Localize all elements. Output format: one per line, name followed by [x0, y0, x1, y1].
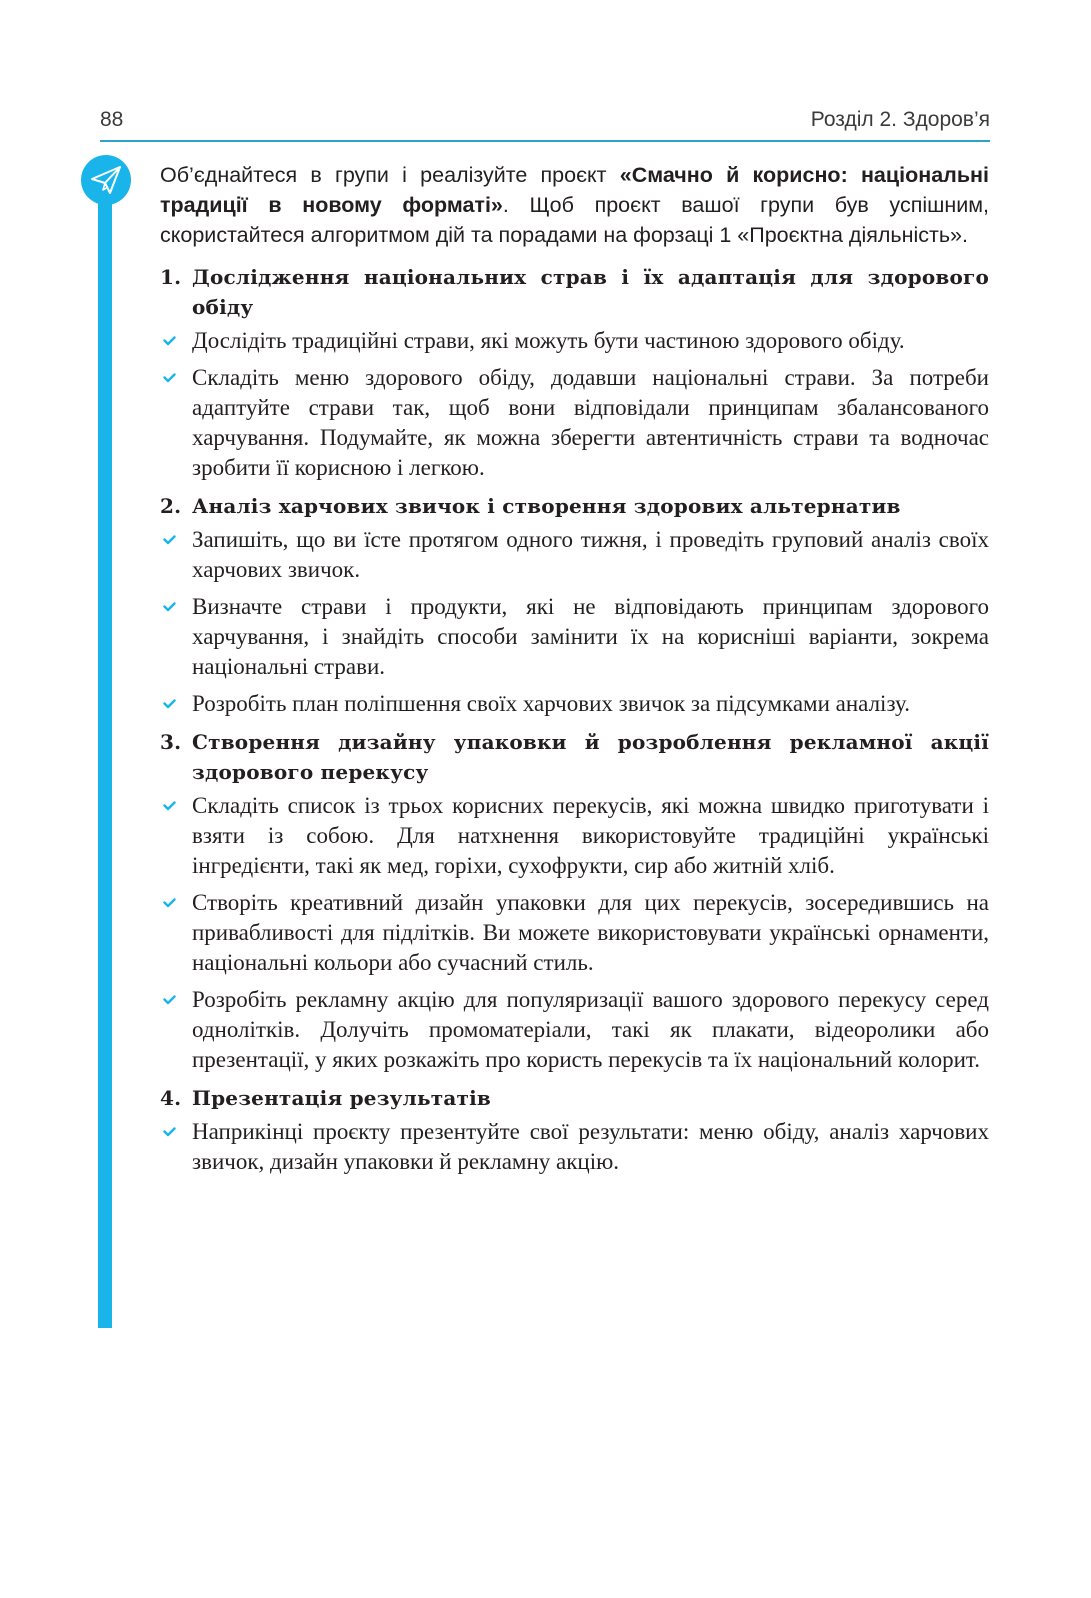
step-2	[160, 491, 989, 719]
list-item	[160, 791, 989, 881]
step-3	[160, 727, 989, 1075]
list-item-text: Визначте страви і продукти, які не відповідають принципам здорового харчування, і знайдіть способи замінити їх на корисніші варіанти, зокрема національні страви.	[192, 594, 989, 679]
list-item	[160, 592, 989, 682]
list-item	[160, 326, 989, 356]
side-accent-bar	[98, 190, 112, 1328]
step-title	[160, 727, 989, 787]
paper-plane-icon	[81, 155, 131, 205]
step-number: 1.	[160, 265, 182, 289]
list-item-text: Дослідіть традиційні страви, які можуть бути частиною здорового обіду.	[192, 328, 905, 353]
list-item	[160, 525, 989, 585]
list-item-text: Розробіть план поліпшення своїх харчових звичок за підсумками аналізу.	[192, 691, 910, 716]
step-number: 3.	[160, 730, 182, 754]
check-icon	[160, 689, 192, 719]
step-1	[160, 262, 989, 483]
step-heading: Аналіз харчових звичок і створення здорових альтернатив	[192, 494, 901, 518]
intro-paragraph	[160, 160, 989, 250]
check-icon	[160, 791, 192, 881]
intro-text-end: . Щоб проєкт вашої групи був успішним, скористайтеся алгоритмом дій та порадами на форзаці 1 «Проєктна діяльність».	[160, 193, 989, 247]
step-number: 2.	[160, 494, 182, 518]
list-item-text: Складіть меню здорового обіду, додавши національні страви. За потреби адаптуйте страви так, щоб вони відповідали принципам збалансованого харчування. Подумайте, як можна зберегти автентичність страви та водночас зробити її корисною і легкою.	[192, 365, 989, 480]
list-item-text: Складіть список із трьох корисних перекусів, які можна швидко приготувати і взяти із собою. Для натхнення використовуйте традиційні українські інгредієнти, такі як мед, горіхи, сухофрукти, сир або житній хліб.	[192, 793, 989, 878]
step-title	[160, 1083, 989, 1113]
check-icon	[160, 363, 192, 483]
list-item-text: Наприкінці проєкту презентуйте свої результати: меню обіду, аналіз харчових звичок, дизайн упаковки й рекламну акцію.	[192, 1119, 989, 1174]
list-item	[160, 689, 989, 719]
intro-text: Об’єднайтеся в групи і реалізуйте проєкт	[160, 163, 620, 187]
list-item	[160, 985, 989, 1075]
step-heading: Презентація результатів	[192, 1086, 491, 1110]
page-number: 88	[100, 108, 124, 131]
page-header	[100, 104, 990, 142]
check-icon	[160, 592, 192, 682]
step-4	[160, 1083, 989, 1177]
step-number: 4.	[160, 1086, 182, 1110]
check-icon	[160, 985, 192, 1075]
list-item-text: Розробіть рекламну акцію для популяризації вашого здорового перекусу серед однолітків. Долучіть промоматеріали, такі як плакати, відеоролики або презентації, у яких розкажіть про користь перекусів та їх національний колорит.	[192, 987, 989, 1072]
check-icon	[160, 525, 192, 585]
step-heading: Створення дизайну упаковки й розроблення рекламної акції здорового перекусу	[192, 730, 989, 784]
list-item	[160, 363, 989, 483]
section-title: Розділ 2. Здоров’я	[810, 108, 990, 131]
list-item-text: Запишіть, що ви їсте протягом одного тижня, і проведіть груповий аналіз своїх харчових звичок.	[192, 527, 989, 582]
list-item	[160, 888, 989, 978]
step-title	[160, 262, 989, 322]
check-icon	[160, 326, 192, 356]
project-name: «Смачно й корисно: національні традиції в новому форматі»	[160, 163, 989, 217]
check-icon	[160, 1117, 192, 1177]
project-content	[160, 160, 989, 1184]
step-heading: Дослідження національних страв і їх адаптація для здорового обіду	[192, 265, 989, 319]
list-item	[160, 1117, 989, 1177]
step-title	[160, 491, 989, 521]
check-icon	[160, 888, 192, 978]
list-item-text: Створіть креативний дизайн упаковки для цих перекусів, зосередившись на привабливості для підлітків. Ви можете використовувати українські орнаменти, національні кольори або сучасний стиль.	[192, 890, 989, 975]
